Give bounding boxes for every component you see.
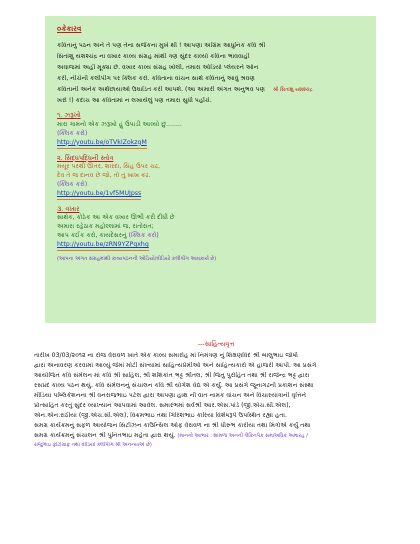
report-title: ---સાહિત્યવૃત્ત (197, 340, 235, 348)
poet-credit: શ્રી સિતાંશુ યશશ્ચંદ્ર (272, 87, 313, 94)
intro-line: અવાજમાં અહીં મૂક્યા છે. વખાર કાવ્ય સંગ્રહ ખોલી, તમારા ઓડિયો પ્લેયરને ઓન (57, 64, 259, 72)
poem-line-text: આપ કઈક કરો, કાયદેસરનું (57, 232, 127, 240)
report-line: એન.એન.રાઠીયા (જી.એચ.સી.એલ), વિક્રમભાઇ તથા ગિરિશભાઇ કારિયા વિશેષરૂપે ઉપસ્થિત રહ્યા હતા. (34, 412, 287, 420)
youtube-link[interactable]: http://youtu.be/oTVkIZokzgM (57, 139, 147, 149)
report-line (34, 432, 398, 441)
report-line: આયોજિત કવિ સંમેલન માં કવિ શ્રી સાહિલ, શ્રી શશિકાંત ભટ્ટ શ્રીતલ, શ્રી જિતુ પુરોહિત તથા શ્રી રાજેન્દ્ર ભટ્ટ દ્વારા (34, 372, 310, 380)
panel-note: (આપના અંગત સંગ્રહમાંથી કાવ્યપઠનની ઓડિયો/વીડિયો કલીપીંગ આવકાર્ય છે) (57, 256, 217, 263)
photo-credit: (માનનો આભાર : શામળાં અનની લેકિનપેક સમાઅધિક અમારહ / (177, 433, 308, 440)
poem-line: મારા ગામનો એક ઝરૂખો હું ઉપાડી આવ્યો છું........ (57, 120, 182, 128)
youtube-link[interactable]: http://youtu.be/zRN9YZPgxhg (57, 241, 149, 251)
report-footnote: રાજુભાઇ ફોટોગ્રાફ તથા વીડિયો ક્લીપીંગ શ્રી અનન્યાએ છે) (34, 442, 152, 449)
report-line: સમગ્ર કાર્યક્રમનું સફળ આયોજન સિટીઝન કાઉન્સિલ ઓફ વેરાવળ ના શ્રી ધીરુભ કારીયા તથા મિત્રોએ કર્યું તથા (34, 422, 311, 430)
intro-line: ખરો !) કદાચ આ કવિતામાં ન લખાયેલું પણ તમારા સુધી પહોંચે. (57, 97, 212, 105)
report-line: દ્વારા અનાવરણ કરવામાં આવ્યું જેમાં મોટી સંખ્યામાં સાહિત્યપ્રેમીઓ અને સાહિત્યકારો એ હાજરી આપી. આ પ્રસંગે (34, 362, 317, 370)
report-line-text: સમગ્ર કાર્યક્રમનું સંચાલન શ્રી પુનિતભાઇ મહેતા દ્વારા થયું. (34, 432, 176, 440)
click-label[interactable]: (ક્લિક કરો) (57, 180, 88, 188)
poem-line (57, 232, 366, 241)
panel-title: ૦કેકારવ (57, 24, 82, 33)
report-line: રસપ્રદ કાવ્ય પઠન થયું. કવિ સંમેલનનું સંચાલન કવિ શ્રી યોગેશ વૈદ્ય એ કર્યું. આ પ્રસંગે જૂનાગઢની પ્રકાશન સંસ્થા (34, 382, 314, 390)
intro-line: કરી, નીચેની કલીપીંગ પર ક્લિક કરો. કવિતાના વાંચન સાથે કવિતાનું આવું શ્રવણ (57, 75, 255, 83)
poem-line: અમારા રહેઠાક મહોલ્લામાં જ, રાતોરાત; (57, 223, 154, 231)
intro-line (57, 86, 366, 95)
section-heading: ૨. સિદ્ધપદ્ધિની સ્તોત્ર (57, 153, 114, 162)
section-heading: ૧. ઝરૂખો (57, 111, 81, 120)
youtube-link[interactable]: http://youtu.be/1vf5MUJpss (57, 190, 141, 200)
report-line: તારીખ 03/03/૨૦૧૨ ના રોજ વેરાવળ ખાતે એક કાવ્ય સમારોહ માં નિમંત્રણ નું શિક્ષણવિદ શ્રી બાલુભાઇ જોષી (34, 352, 298, 360)
poem-section-1 (57, 111, 366, 148)
literary-report (30, 340, 402, 450)
click-label[interactable]: (ક્લિક કરો) (128, 232, 159, 240)
poem-line: મયૂર પરથી ઊતર, શારદા, સિંહ ઉપર ચઢ, (57, 162, 160, 170)
poetry-panel (45, 16, 376, 323)
poem-section-3 (57, 205, 366, 251)
poem-section-2 (57, 154, 366, 200)
report-line: પ્રોત્સાહિત કરતું સુંદર વ્યાખ્યાન આપવામાં આવેલ. સમારંભમાં સર્વશ્રી આર.એસ.પાંડે (જી.એચ.સી.એલ), (34, 402, 291, 410)
report-line: મીડિયા પબ્લિકેશનના શ્રી વનરાજભાઇ પટેલ દ્વારા આપણા હાથ ની વાત નામક વાંચન અને વિચારયાત્રાની વૃત્તિને (34, 392, 307, 400)
poem-line: દેવ તે જ દાનવ છે જો, તો તું ખાખ કઢ. (57, 171, 151, 179)
intro-line: કવિતાનું પઠન અને તે પણ તેના સર્જકના મુખે થી ! આપણા અગ્રિમ આધુનિક કવિ શ્રી (57, 42, 266, 50)
intro-line-text: કવિતાની અનેક અર્થછાયાઓ ઉઘાડિત કરી આપશે. (આ અમારી અંગત અનુભવ પણ (57, 86, 266, 94)
click-label[interactable]: (ક્લિક કરો) (57, 129, 88, 137)
section-heading: ૩. વખાર (57, 204, 80, 213)
poem-line: સાથેક, કોઠેક આ એક વખાર ઊભી કરી દીધી છે (57, 214, 175, 222)
intro-line: સિતાંશુ યશશ્ચંદ્ર ના વખાર કાવ્ય સંગ્રહ માંથી ત્રણ સુંદર કાવ્યો કવિના ભાવવાહી (57, 53, 250, 61)
